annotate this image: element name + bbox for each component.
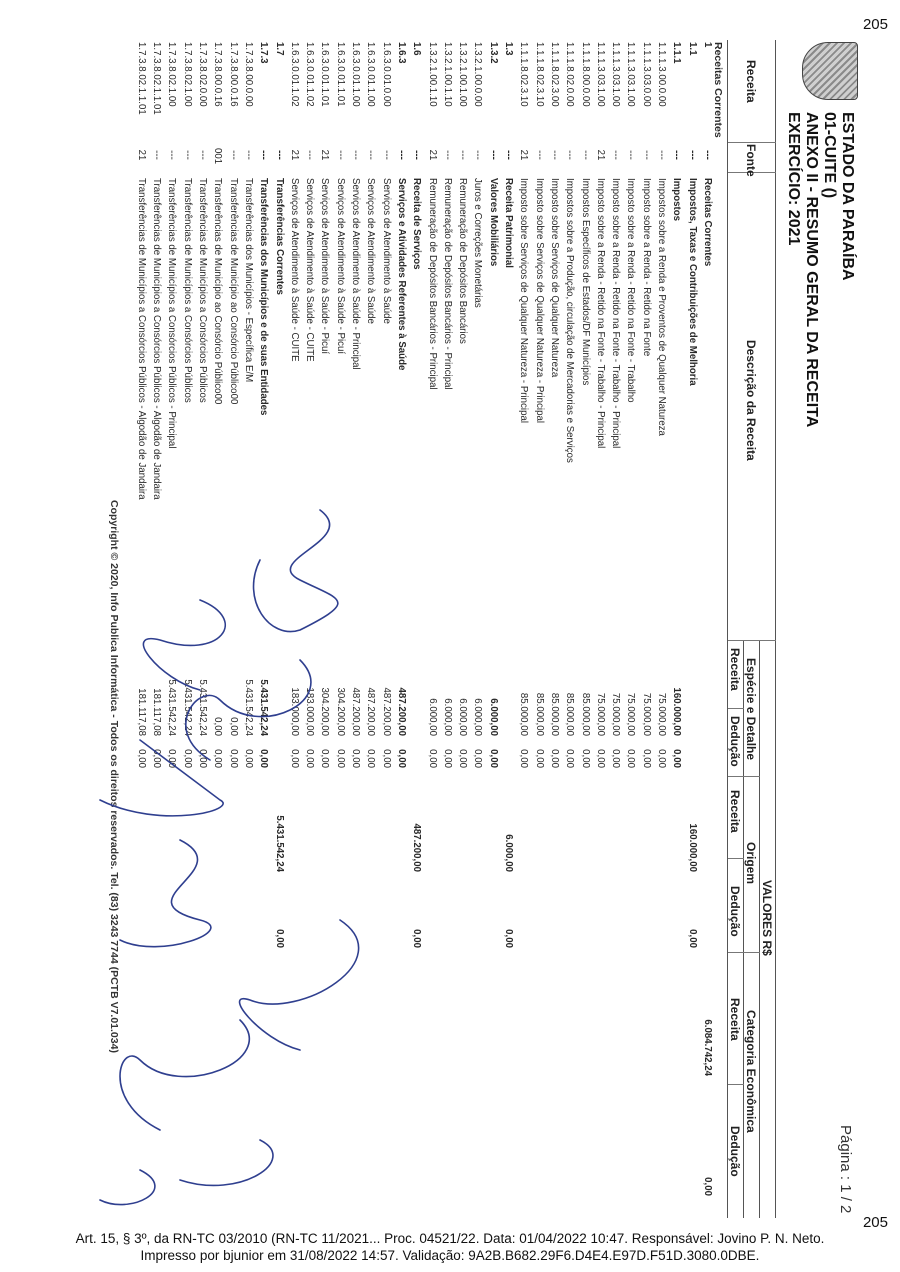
report-entity: 01-CUITE () bbox=[821, 112, 838, 199]
fonte-code: --- bbox=[579, 150, 591, 160]
receita-code: 1.1.1.8.02.0.00 bbox=[564, 42, 576, 107]
especie-receita: 75.000,00 bbox=[594, 692, 606, 736]
especie-receita: 5.431.542,24 bbox=[181, 679, 193, 736]
signature-stroke bbox=[100, 1170, 155, 1205]
receita-code: 1.1.1.8.02.3.10 bbox=[533, 42, 545, 107]
receita-code: 1.7.3.8.02.1.00 bbox=[166, 42, 178, 107]
origem-deducao: 0,00 bbox=[273, 929, 285, 948]
header-valores: VALORES R$ bbox=[760, 880, 774, 956]
descricao: Valores Mobiliários bbox=[487, 178, 499, 267]
receita-code: 1.1.1.3.03.1.00 bbox=[625, 42, 637, 107]
receita-code: 1.7.3.8.02.1.1.01 bbox=[151, 42, 163, 115]
signature-stroke bbox=[120, 1020, 249, 1130]
especie-deducao: 0,00 bbox=[396, 749, 407, 768]
receita-code: 1.1.1.3.00.0.00 bbox=[656, 42, 668, 107]
fonte-code: --- bbox=[166, 150, 178, 160]
origem-receita: 160.000,00 bbox=[686, 823, 698, 872]
descricao: Impostos sobre a Renda e Proventos de Qualquer Natureza bbox=[656, 178, 668, 436]
receita-code: 1.3.2.1.00.1.00 bbox=[457, 42, 469, 107]
descricao: Transferências de Municípios a Consórcios Públicos bbox=[181, 178, 193, 403]
descricao: Imposto sobre a Renda - Retido na Fonte - Trabalho - Principal bbox=[594, 178, 606, 449]
descricao: Transferências de Municípios a Consórcios Públicos - Principal bbox=[166, 178, 178, 449]
footer-line-1: Art. 15, § 3º, da RN-TC 03/2010 (RN-TC 11/2021... Proc. 04521/22. Data: 01/04/2022 10:47. Responsável: Jovino P. N. Neto. bbox=[75, 1231, 825, 1246]
receita-code: 1.6.3.0.01.1.01 bbox=[319, 42, 331, 107]
especie-deducao: 0,00 bbox=[181, 749, 193, 768]
especie-receita: 75.000,00 bbox=[610, 692, 622, 736]
origem-deducao: 0,00 bbox=[686, 929, 698, 948]
receita-code: 1.1.1.3.03.0.00 bbox=[640, 42, 652, 107]
descricao: Impostos sobre a Produção, circulação de Mercadorias e Serviços bbox=[564, 178, 576, 463]
descricao: Imposto sobre Serviços de Qualquer Natureza bbox=[549, 178, 560, 378]
origem-deducao: 0,00 bbox=[411, 929, 423, 948]
header-descricao: Descrição da Receita bbox=[744, 340, 758, 461]
fonte-code: --- bbox=[243, 150, 254, 160]
receita-code: 1.6.3.0.01.1.02 bbox=[288, 42, 300, 107]
descricao: Transferências dos Municípios e de suas Entidades bbox=[258, 178, 270, 416]
descricao: Serviços de Atendimento à Saúde - CUITE bbox=[304, 178, 316, 362]
fonte-code: 21 bbox=[135, 149, 147, 161]
signature-stroke bbox=[143, 600, 225, 690]
descricao: Remuneração de Depósitos Bancários - Principal bbox=[441, 178, 453, 390]
especie-receita: 0,00 bbox=[227, 717, 239, 736]
especie-deducao: 0,00 bbox=[671, 749, 683, 768]
header-receita: Receita bbox=[744, 60, 758, 103]
descricao: Serviços de Atendimento à Saúde bbox=[365, 178, 377, 324]
fonte-code: 001 bbox=[212, 148, 224, 165]
fonte-code: --- bbox=[503, 150, 515, 160]
receita-code: 1.1.1.3.03.1.00 bbox=[610, 42, 622, 107]
especie-receita: 75.000,00 bbox=[640, 692, 652, 736]
fonte-code: 21 bbox=[518, 149, 530, 161]
especie-deducao: 0,00 bbox=[227, 749, 239, 768]
receita-code: 1.6.3.0.01.1.00 bbox=[350, 42, 362, 107]
especie-receita: 5.431.542,24 bbox=[166, 679, 178, 736]
fonte-code: 21 bbox=[288, 149, 300, 161]
especie-receita: 160.000,00 bbox=[671, 687, 683, 736]
receita-code: 1.7.3.8.00.0.00 bbox=[243, 42, 254, 107]
receita-code: 1.1.1 bbox=[671, 42, 683, 64]
especie-deducao: 0,00 bbox=[457, 749, 469, 768]
receita-code: 1.6.3.0.01.0.00 bbox=[380, 42, 392, 107]
receita-code: 1.7.3.8.02.0.00 bbox=[197, 42, 209, 107]
section-title: Receitas Correntes bbox=[712, 42, 724, 138]
fonte-code: --- bbox=[671, 150, 683, 160]
header-categoria-receita: Receita bbox=[728, 998, 742, 1041]
especie-deducao: 0,00 bbox=[243, 749, 254, 768]
descricao: Transferências Correntes bbox=[273, 178, 285, 295]
descricao: Transferências de Municípios a Consórcios Públicos bbox=[197, 178, 209, 403]
especie-deducao: 0,00 bbox=[319, 749, 331, 768]
fonte-code: --- bbox=[380, 150, 392, 160]
fonte-code: --- bbox=[396, 150, 407, 160]
especie-receita: 85.000,00 bbox=[564, 692, 576, 736]
especie-deducao: 0,00 bbox=[549, 749, 560, 768]
especie-receita: 304.200,00 bbox=[334, 687, 346, 736]
especie-receita: 85.000,00 bbox=[518, 692, 530, 736]
especie-deducao: 0,00 bbox=[334, 749, 346, 768]
receita-code: 1.7.3.8.02.1.1.01 bbox=[135, 42, 147, 115]
descricao: Receita de Serviços bbox=[411, 178, 423, 270]
fonte-code: --- bbox=[564, 150, 576, 160]
receita-code: 1.7.3 bbox=[258, 42, 270, 64]
receita-code: 1.6.3.0.01.1.00 bbox=[365, 42, 377, 107]
especie-receita: 5.431.542,24 bbox=[258, 679, 270, 736]
descricao: Transferências dos Municípios - Específica E/M bbox=[243, 178, 254, 383]
fonte-code: 21 bbox=[319, 149, 331, 161]
descricao: Remuneração de Depósitos Bancários - Principal bbox=[426, 178, 438, 390]
especie-receita: 487.200,00 bbox=[365, 687, 377, 736]
fonte-code: --- bbox=[610, 150, 622, 160]
fonte-code: --- bbox=[441, 150, 453, 160]
especie-deducao: 0,00 bbox=[610, 749, 622, 768]
header-categoria: Categoria Econômica bbox=[744, 1010, 758, 1133]
receita-code: 1.1.1.8.02.3.10 bbox=[518, 42, 530, 107]
especie-receita: 181.117,08 bbox=[135, 688, 147, 736]
fonte-code: --- bbox=[334, 150, 346, 160]
descricao: Transferências de Município ao Consórcio Público00 bbox=[227, 178, 239, 405]
especie-deducao: 0,00 bbox=[380, 749, 392, 768]
especie-deducao: 0,00 bbox=[518, 749, 530, 768]
fonte-code: --- bbox=[686, 150, 698, 160]
descricao: Imposto sobre a Renda - Retido na Fonte bbox=[640, 178, 652, 357]
receita-code: 1.3.2 bbox=[487, 42, 499, 64]
descricao: Imposto sobre a Renda - Retido na Fonte - Trabalho bbox=[625, 178, 637, 403]
descricao: Serviços de Atendimento à Saúde - Principal bbox=[350, 178, 362, 370]
fonte-code: --- bbox=[533, 150, 545, 160]
fonte-code: --- bbox=[411, 150, 423, 160]
fonte-code: --- bbox=[304, 150, 316, 160]
descricao: Imposto sobre Serviços de Qualquer Natureza - Principal bbox=[518, 178, 530, 423]
receita-code: 1.6.3.0.01.1.02 bbox=[304, 42, 316, 107]
especie-deducao: 0,00 bbox=[533, 749, 545, 768]
descricao: Transferências de Município ao Consórcio Público00 bbox=[212, 178, 224, 405]
categoria-receita: 6.084.742,24 bbox=[702, 1019, 713, 1076]
fonte-code: --- bbox=[197, 150, 209, 160]
especie-receita: 487.200,00 bbox=[396, 687, 407, 736]
copyright: Copyright © 2020, Info Publica Informática - Todos os direitos reservados. Tel. (83) 3243 7744 (PCTB V7.01.034) bbox=[108, 500, 120, 1053]
descricao: Receitas Correntes bbox=[702, 178, 713, 267]
fonte-code: --- bbox=[227, 150, 239, 160]
fonte-code: 21 bbox=[594, 149, 606, 161]
fonte-code: --- bbox=[350, 150, 362, 160]
categoria-deducao: 0,00 bbox=[702, 1177, 713, 1196]
header-fonte: Fonte bbox=[744, 144, 758, 177]
especie-deducao: 0,00 bbox=[304, 749, 316, 768]
descricao: Juros e Correções Monetárias bbox=[472, 178, 484, 308]
especie-receita: 5.431.542,24 bbox=[197, 679, 209, 736]
especie-receita: 304.200,00 bbox=[319, 687, 331, 736]
especie-deducao: 0,00 bbox=[197, 749, 209, 768]
signature-stroke bbox=[180, 1140, 273, 1185]
fonte-code: --- bbox=[702, 150, 713, 160]
header-categoria-deducao: Dedução bbox=[728, 1126, 742, 1177]
especie-receita: 181.117,08 bbox=[151, 688, 163, 736]
receita-code: 1.3.2.1.00.1.10 bbox=[441, 42, 453, 107]
especie-receita: 183.000,00 bbox=[288, 687, 300, 736]
receita-code: 1.1.1.8.00.0.00 bbox=[579, 42, 591, 107]
especie-receita: 85.000,00 bbox=[533, 692, 545, 736]
receita-code: 1.7.3.8.02.1.00 bbox=[181, 42, 193, 107]
origem-receita: 6.000,00 bbox=[503, 834, 515, 872]
especie-receita: 487.200,00 bbox=[380, 687, 392, 736]
especie-deducao: 0,00 bbox=[151, 749, 163, 768]
especie-receita: 85.000,00 bbox=[549, 692, 560, 736]
especie-deducao: 0,00 bbox=[441, 749, 453, 768]
especie-receita: 6.000,00 bbox=[487, 698, 499, 736]
fonte-code: --- bbox=[365, 150, 377, 160]
signature-stroke bbox=[254, 510, 338, 632]
validation-footer bbox=[0, 1230, 900, 1264]
report-title: ANEXO II - RESUMO GERAL DA RECEITA bbox=[803, 112, 820, 428]
fonte-code: --- bbox=[656, 150, 668, 160]
origem-receita: 5.431.542,24 bbox=[273, 815, 285, 872]
especie-deducao: 0,00 bbox=[656, 749, 668, 768]
receita-code: 1.6.3.0.01.1.01 bbox=[334, 42, 346, 107]
fonte-code: --- bbox=[640, 150, 652, 160]
fonte-code: --- bbox=[273, 150, 285, 160]
descricao: Serviços de Atendimento à Saúde bbox=[380, 178, 392, 324]
especie-deducao: 0,00 bbox=[258, 749, 270, 768]
descricao: Receita Patrimonial bbox=[503, 178, 515, 268]
especie-receita: 487.200,00 bbox=[350, 687, 362, 736]
fonte-code: --- bbox=[181, 150, 193, 160]
receita-code: 1.7.3.8.00.0.16 bbox=[212, 42, 224, 107]
receita-code: 1.3 bbox=[503, 42, 515, 56]
fonte-code: --- bbox=[549, 150, 560, 160]
especie-receita: 6.000,00 bbox=[441, 698, 453, 736]
page-info: Página : 1 / 2 bbox=[837, 1125, 854, 1214]
header-origem: Origem bbox=[744, 842, 758, 885]
especie-receita: 85.000,00 bbox=[579, 692, 591, 736]
page-number-top: 205 bbox=[862, 16, 888, 33]
footer-line-2: Impresso por bjunior em 31/08/2022 14:57. Validação: 9A2B.B682.29F6.D4E4.E97D.F51D.3080.0DBE. bbox=[140, 1248, 760, 1263]
especie-deducao: 0,00 bbox=[426, 749, 438, 768]
header-especie-deducao: Dedução bbox=[728, 716, 742, 767]
receita-code: 1.1.1.8.02.3.00 bbox=[549, 42, 560, 107]
receita-code: 1.3.2.1.00.1.10 bbox=[426, 42, 438, 107]
fonte-code: --- bbox=[472, 150, 484, 160]
fonte-code: --- bbox=[258, 150, 270, 160]
descricao: Serviços de Atendimento à Saúde - CUITE bbox=[288, 178, 300, 362]
report-state: ESTADO DA PARAÍBA bbox=[839, 112, 856, 281]
descricao: Impostos, Taxas e Contribuições de Melhoria bbox=[686, 178, 698, 386]
descricao: Serviços e Atividades Referentes à Saúde bbox=[396, 178, 407, 371]
origem-receita: 487.200,00 bbox=[411, 823, 423, 872]
especie-deducao: 0,00 bbox=[166, 749, 178, 768]
especie-receita: 183.000,00 bbox=[304, 687, 316, 736]
especie-receita: 75.000,00 bbox=[656, 692, 668, 736]
especie-deducao: 0,00 bbox=[594, 749, 606, 768]
especie-deducao: 0,00 bbox=[564, 749, 576, 768]
especie-deducao: 0,00 bbox=[365, 749, 377, 768]
header-especie-receita: Receita bbox=[728, 648, 742, 691]
descricao: Impostos bbox=[671, 178, 683, 222]
receita-code: 1.6.3 bbox=[396, 42, 407, 64]
especie-deducao: 0,00 bbox=[625, 749, 637, 768]
especie-deducao: 0,00 bbox=[350, 749, 362, 768]
fonte-code: --- bbox=[457, 150, 469, 160]
report-sheet bbox=[80, 40, 860, 1230]
especie-receita: 75.000,00 bbox=[625, 692, 637, 736]
descricao: Serviços de Atendimento à Saúde - Picuí bbox=[334, 178, 346, 355]
especie-deducao: 0,00 bbox=[487, 749, 499, 768]
especie-deducao: 0,00 bbox=[135, 749, 147, 768]
signature-stroke bbox=[240, 920, 359, 1050]
especie-deducao: 0,00 bbox=[472, 749, 484, 768]
page-number-bottom: 205 bbox=[862, 1214, 888, 1231]
especie-deducao: 0,00 bbox=[640, 749, 652, 768]
descricao: Imposto sobre a Renda - Retido na Fonte - Trabalho - Principal bbox=[610, 178, 622, 449]
signature-stroke bbox=[186, 660, 311, 760]
descricao: Transferências de Municípios a Consórcios Públicos - Algodão de Jandaira bbox=[151, 178, 163, 500]
especie-receita: 6.000,00 bbox=[426, 698, 438, 736]
header-especie: Espécie e Detalhe bbox=[744, 658, 758, 761]
descricao: Impostos Específicos de Estados/DF Municípios bbox=[579, 178, 591, 386]
signature-stroke bbox=[100, 740, 223, 816]
descricao: Transferências de Municípios a Consórcios Públicos - Algodão de Jandaira bbox=[135, 178, 147, 500]
especie-receita: 6.000,00 bbox=[457, 698, 469, 736]
header-origem-deducao: Dedução bbox=[728, 886, 742, 937]
receita-code: 1.6 bbox=[411, 42, 423, 56]
receita-code: 1.7.3.8.00.0.16 bbox=[227, 42, 239, 107]
especie-deducao: 0,00 bbox=[212, 749, 224, 768]
especie-deducao: 0,00 bbox=[288, 749, 300, 768]
receita-code: 1.1 bbox=[686, 42, 698, 56]
receita-code: 1.7 bbox=[273, 42, 285, 56]
especie-receita: 6.000,00 bbox=[472, 698, 484, 736]
handwritten-signatures bbox=[80, 40, 860, 1230]
fonte-code: --- bbox=[487, 150, 499, 160]
descricao: Imposto sobre Serviços de Qualquer Natureza - Principal bbox=[533, 178, 545, 423]
receita-code: 1.3.2.1.00.0.00 bbox=[472, 42, 484, 107]
especie-receita: 0,00 bbox=[212, 717, 224, 736]
fonte-code: --- bbox=[151, 150, 163, 160]
fonte-code: 21 bbox=[426, 149, 438, 161]
especie-receita: 5.431.542,24 bbox=[243, 679, 254, 736]
header-origem-receita: Receita bbox=[728, 790, 742, 833]
receita-code: 1.1.1.3.03.1.00 bbox=[594, 42, 606, 107]
descricao: Remuneração de Depósitos Bancários bbox=[457, 178, 469, 344]
especie-deducao: 0,00 bbox=[579, 749, 591, 768]
report-year: EXERCÍCIO: 2021 bbox=[785, 112, 802, 246]
origem-deducao: 0,00 bbox=[503, 929, 515, 948]
fonte-code: --- bbox=[625, 150, 637, 160]
signature-stroke bbox=[120, 840, 211, 947]
descricao: Serviços de Atendimento à Saúde - Picuí bbox=[319, 178, 331, 355]
receita-code: 1 bbox=[702, 42, 713, 48]
